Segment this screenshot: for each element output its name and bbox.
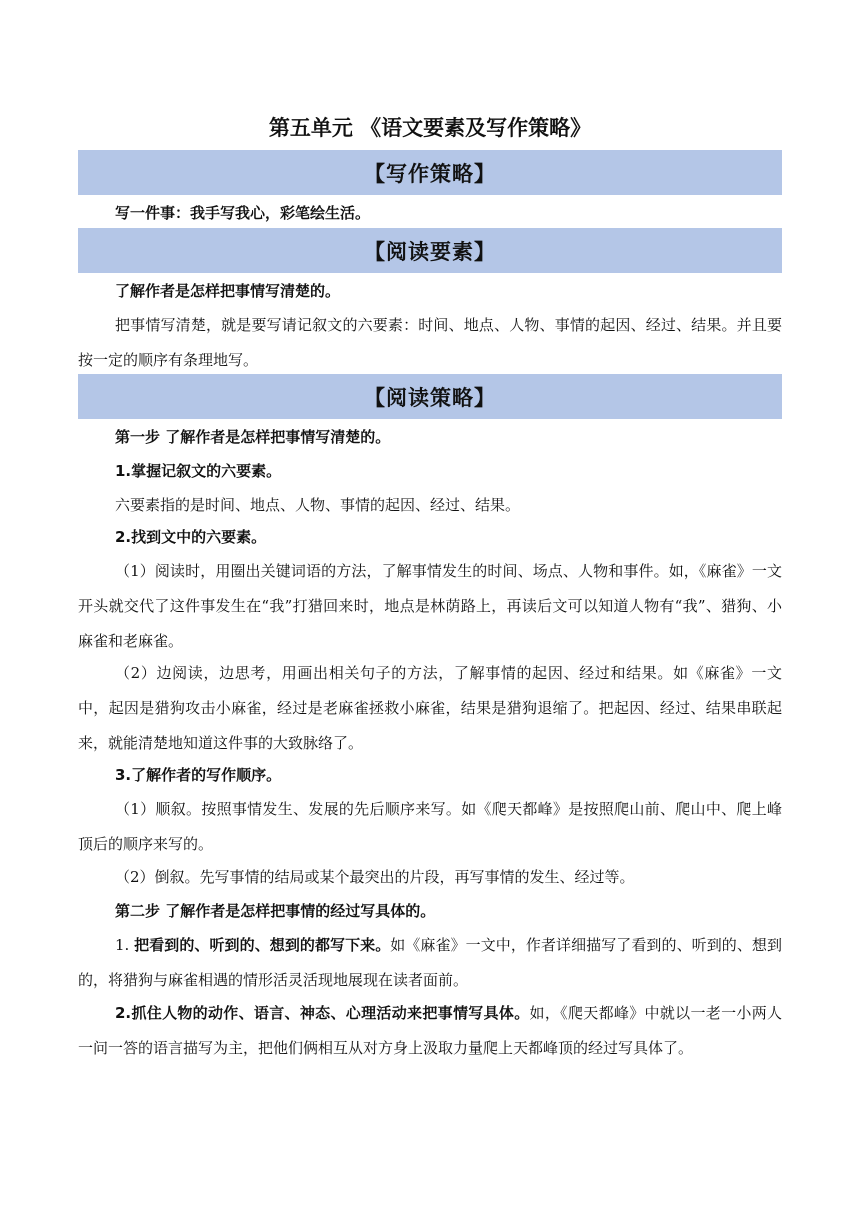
step1-heading: 第一步 了解作者是怎样把事情写清楚的。 bbox=[115, 428, 391, 446]
step2-point2-emphasis: 2.抓住人物的动作、语言、神态、心理活动来把事情写具体。 bbox=[115, 1004, 530, 1022]
step1-point2-heading: 2.找到文中的六要素。 bbox=[115, 528, 267, 546]
step2-point2-text: 如，《爬天都峰》中就以一老一小两人一问一答的语言描写为主，把他们俩相互从对方身上汲取力量爬上天都峰顶的经过写具体了。 bbox=[78, 1004, 782, 1057]
step1-point1-heading: 1.掌握记叙文的六要素。 bbox=[115, 462, 282, 480]
elements-body: 把事情写清楚，就是要写请记叙文的六要素：时间、地点、人物、事情的起因、经过、结果。并且要按一定的顺序有条理地写。 bbox=[78, 316, 782, 369]
step1-point2-para1: （1）阅读时，用圈出关键词语的方法，了解事情发生的时间、场点、人物和事件。如，《麻雀》一文开头就交代了这件事发生在“我”打猎回来时，地点是林荫路上，再读后文可以知道人物有“我”、猎狗、小麻雀和老麻雀。 bbox=[78, 562, 782, 650]
step1-point3-para1: （1）顺叙。按照事情发生、发展的先后顺序来写。如《爬天都峰》是按照爬山前、爬山中、爬上峰顶后的顺序来写的。 bbox=[78, 800, 782, 853]
step2-point2 bbox=[78, 996, 782, 1066]
step2-point1-text: 如《麻雀》一文中，作者详细描写了看到的、听到的、想到的，将猎狗与麻雀相遇的情形活灵活现地展现在读者面前。 bbox=[78, 936, 782, 989]
step2-point1-emphasis: 把看到的、听到的、想到的都写下来。 bbox=[134, 936, 391, 954]
step1-point3-para2: （2）倒叙。先写事情的结局或某个最突出的片段，再写事情的发生、经过等。 bbox=[115, 868, 635, 886]
step1-point2-para2: （2）边阅读，边思考，用画出相关句子的方法，了解事情的起因、经过和结果。如《麻雀》一文中，起因是猎狗攻击小麻雀，经过是老麻雀拯救小麻雀，结果是猎狗退缩了。把起因、经过、结果串联起来，就能清楚地知道这件事的大致脉络了。 bbox=[78, 664, 782, 752]
section-header-reading-elements: 【阅读要素】 bbox=[78, 228, 782, 273]
elements-heading: 了解作者是怎样把事情写清楚的。 bbox=[115, 282, 341, 300]
page-title: 第五单元 《语文要素及写作策略》 bbox=[268, 116, 592, 140]
step2-point1 bbox=[78, 928, 782, 998]
step2-heading: 第二步 了解作者是怎样把事情的经过写具体的。 bbox=[115, 902, 436, 920]
step1-point3-heading: 3.了解作者的写作顺序。 bbox=[115, 766, 282, 784]
writing-strategy-text: 写一件事：我手写我心，彩笔绘生活。 bbox=[115, 204, 371, 222]
section-header-reading-strategy: 【阅读策略】 bbox=[78, 374, 782, 419]
step1-point1-text: 六要素指的是时间、地点、人物、事情的起因、经过、结果。 bbox=[115, 496, 521, 514]
section-header-writing: 【写作策略】 bbox=[78, 150, 782, 195]
step2-point1-number: 1. bbox=[115, 936, 130, 954]
